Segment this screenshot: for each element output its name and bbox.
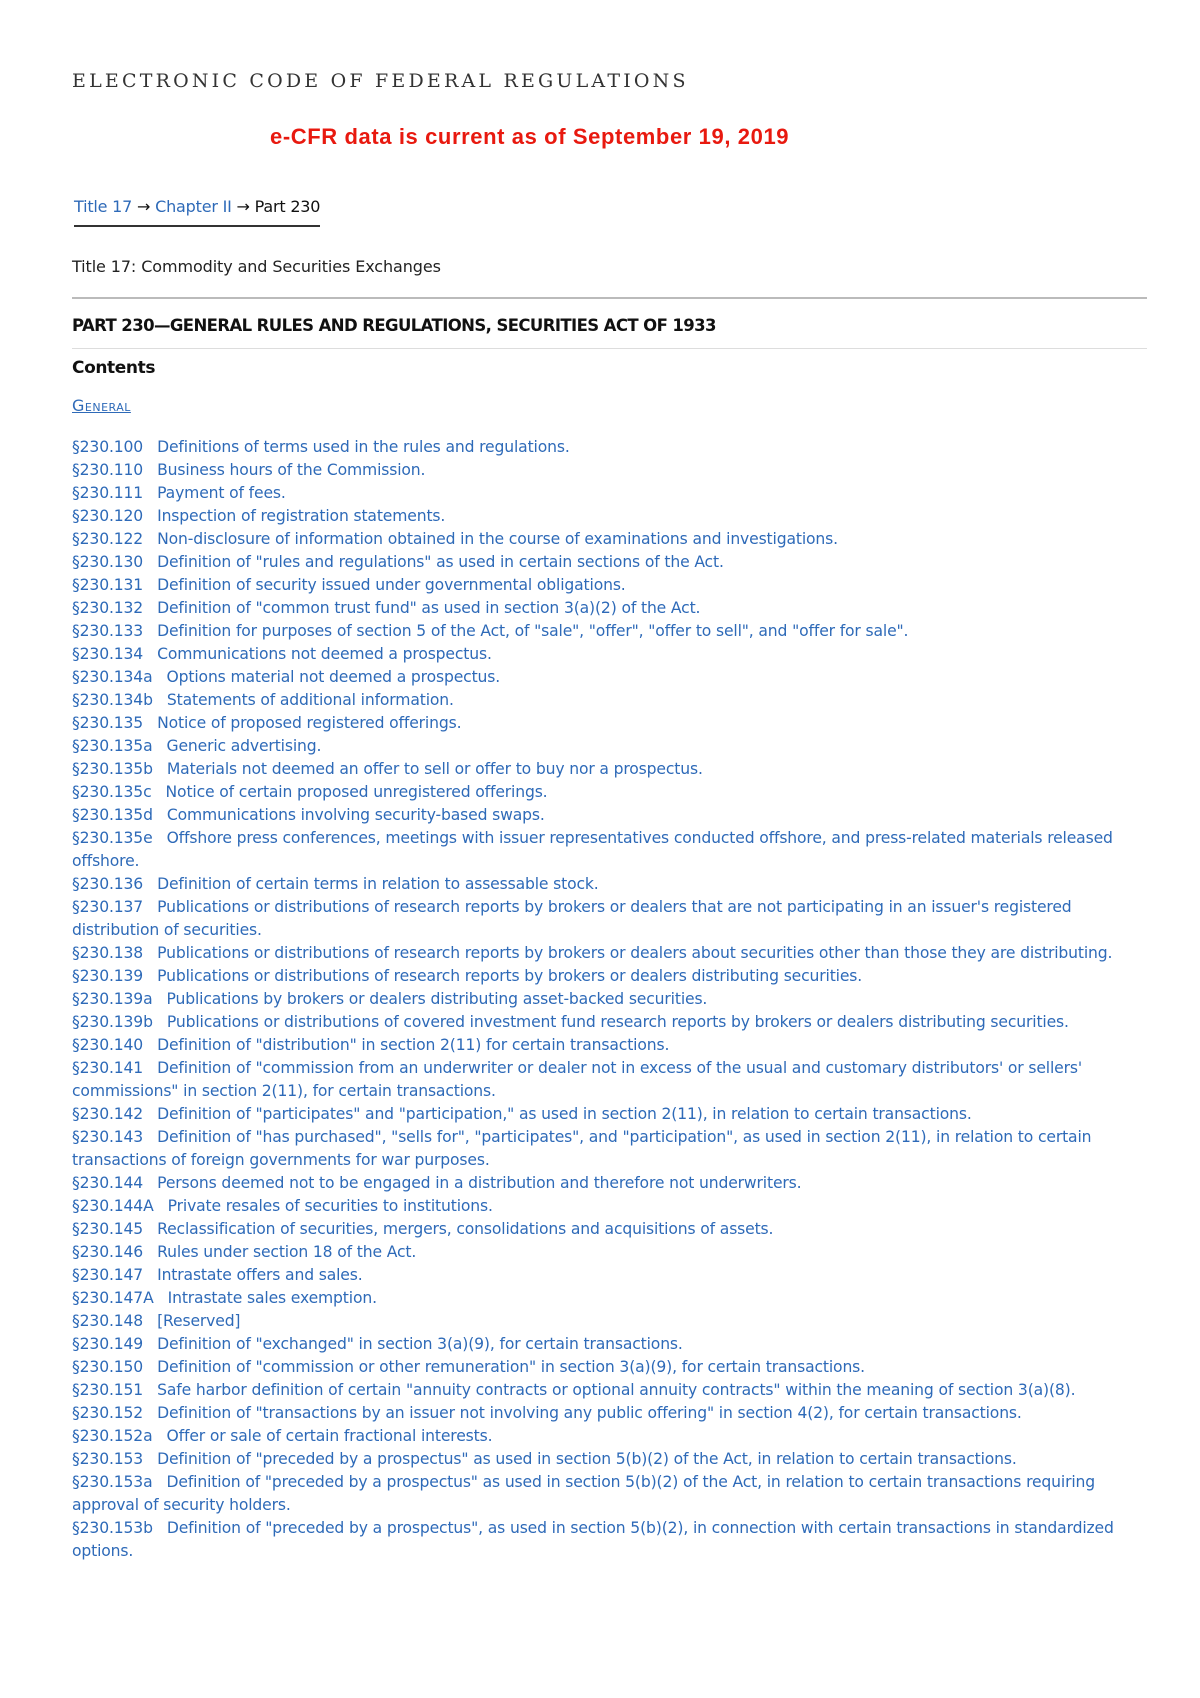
toc-item [72, 965, 1147, 988]
section-number: §230.139b [72, 1013, 153, 1031]
section-number: §230.134 [72, 645, 144, 663]
section-number: §230.111 [72, 484, 144, 502]
toc-section-link[interactable] [72, 1289, 377, 1307]
section-number: §230.134a [72, 668, 153, 686]
toc-section-link[interactable] [72, 576, 626, 594]
section-number: §230.110 [72, 461, 144, 479]
toc-item [72, 1425, 1147, 1448]
toc-item [72, 1356, 1147, 1379]
section-number: §230.135b [72, 760, 153, 778]
section-title: Definition of "commission or other remuneration" in section 3(a)(9), for certain transactions. [157, 1358, 865, 1376]
toc-section-link[interactable] [72, 1519, 1114, 1560]
section-number: §230.139a [72, 990, 153, 1008]
section-number: §230.132 [72, 599, 144, 617]
section-number: §230.135c [72, 783, 152, 801]
title-line: Title 17: Commodity and Securities Exchanges [72, 257, 441, 276]
section-number: §230.136 [72, 875, 144, 893]
section-title: Publications or distributions of research reports by brokers or dealers that are not participating in an issuer's registered distribution of securities. [72, 898, 1072, 939]
toc-section-link[interactable] [72, 1174, 801, 1192]
section-title: Definition of "common trust fund" as used in section 3(a)(2) of the Act. [157, 599, 701, 617]
toc-section-link[interactable] [72, 1128, 1091, 1169]
section-title: Definition of "preceded by a prospectus" as used in section 5(b)(2) of the Act, in relation to certain transactions requiring approval of security holders. [72, 1473, 1096, 1514]
section-title: Materials not deemed an offer to sell or offer to buy nor a prospectus. [166, 760, 703, 778]
section-title: Definition of certain terms in relation to assessable stock. [157, 875, 599, 893]
section-number: §230.153 [72, 1450, 144, 1468]
section-title: Definition of "has purchased", "sells for", "participates", and "participation", as used in section 2(11), in relation to certain transactions of foreign governments for war purposes. [72, 1128, 1092, 1169]
section-title: Options material not deemed a prospectus. [166, 668, 501, 686]
toc-item [72, 1310, 1147, 1333]
toc-item [72, 1333, 1147, 1356]
toc-section-link[interactable] [72, 1243, 416, 1261]
toc-item [72, 666, 1147, 689]
section-number: §230.141 [72, 1059, 144, 1077]
section-title: Intrastate offers and sales. [157, 1266, 363, 1284]
section-title: Publications by brokers or dealers distributing asset-backed securities. [166, 990, 708, 1008]
section-title: Definition of "participates" and "participation," as used in section 2(11), in relation to certain transactions. [157, 1105, 972, 1123]
toc-section-link[interactable] [72, 507, 445, 525]
toc-item [72, 896, 1147, 942]
section-title: Definitions of terms used in the rules and regulations. [157, 438, 570, 456]
section-number: §230.134b [72, 691, 153, 709]
toc-item [72, 528, 1147, 551]
toc-item [72, 1402, 1147, 1425]
section-number: §230.100 [72, 438, 144, 456]
section-number: §230.120 [72, 507, 144, 525]
toc-section-link[interactable] [72, 829, 1113, 870]
section-title: Notice of proposed registered offerings. [157, 714, 462, 732]
toc-item [72, 1241, 1147, 1264]
toc-item [72, 436, 1147, 459]
section-title: Generic advertising. [166, 737, 322, 755]
toc-section-link[interactable] [72, 691, 454, 709]
toc-section-link[interactable] [72, 760, 703, 778]
section-title: Communications not deemed a prospectus. [157, 645, 492, 663]
section-title: Statements of additional information. [166, 691, 454, 709]
section-title: Definition for purposes of section 5 of the Act, of "sale", "offer", "offer to sell", and "offer for sale". [157, 622, 909, 640]
divider [72, 297, 1147, 299]
section-title: Definition of "commission from an underwriter or dealer not in excess of the usual and customary distributors' or sellers' commissions" in section 2(11), for certain transactions. [72, 1059, 1082, 1100]
toc-section-link[interactable] [72, 1404, 1022, 1422]
section-title: Offshore press conferences, meetings with issuer representatives conducted offshore, and press-related materials released offshore. [72, 829, 1113, 870]
subpart-general-link[interactable]: General [72, 396, 131, 415]
table-of-contents [72, 436, 1147, 1563]
breadcrumb-separator: → [236, 197, 250, 216]
section-number: §230.152a [72, 1427, 153, 1445]
toc-item [72, 505, 1147, 528]
section-number: §230.137 [72, 898, 144, 916]
toc-section-link[interactable] [72, 1450, 1017, 1468]
section-title: Notice of certain proposed unregistered offerings. [165, 783, 548, 801]
breadcrumb-separator: → [137, 197, 151, 216]
section-number: §230.135d [72, 806, 153, 824]
toc-item [72, 551, 1147, 574]
section-number: §230.147A [72, 1289, 154, 1307]
section-title: Non-disclosure of information obtained in the course of examinations and investigations. [157, 530, 838, 548]
toc-section-link[interactable] [72, 806, 545, 824]
toc-item [72, 1172, 1147, 1195]
toc-section-link[interactable] [72, 484, 286, 502]
section-number: §230.122 [72, 530, 144, 548]
toc-section-link[interactable] [72, 1220, 773, 1238]
section-number: §230.149 [72, 1335, 144, 1353]
toc-item [72, 689, 1147, 712]
currency-notice: e-CFR data is current as of September 19, 2019 [270, 124, 790, 149]
section-number: §230.146 [72, 1243, 144, 1261]
toc-section-link[interactable] [72, 1036, 669, 1054]
section-number: §230.147 [72, 1266, 144, 1284]
toc-item [72, 758, 1147, 781]
toc-section-link[interactable] [72, 1197, 493, 1215]
toc-item [72, 1517, 1147, 1563]
section-title: Publications or distributions of research reports by brokers or dealers about securities other than those they are distributing. [157, 944, 1113, 962]
section-number: §230.153b [72, 1519, 153, 1537]
section-title: Publications or distributions of research reports by brokers or dealers distributing securities. [157, 967, 863, 985]
section-number: §230.144 [72, 1174, 144, 1192]
toc-section-link[interactable] [72, 967, 862, 985]
toc-item [72, 712, 1147, 735]
toc-item [72, 482, 1147, 505]
toc-item [72, 1011, 1147, 1034]
toc-section-link[interactable] [72, 990, 707, 1008]
section-title: Definition of "exchanged" in section 3(a)(9), for certain transactions. [157, 1335, 683, 1353]
section-number: §230.143 [72, 1128, 144, 1146]
toc-item [72, 620, 1147, 643]
section-number: §230.138 [72, 944, 144, 962]
toc-section-link[interactable] [72, 1473, 1095, 1514]
section-title: Definition of "preceded by a prospectus", as used in section 5(b)(2), in connection with certain transactions in standardized options. [72, 1519, 1114, 1560]
section-title: Intrastate sales exemption. [167, 1289, 377, 1307]
section-title: Definition of security issued under governmental obligations. [157, 576, 626, 594]
toc-item [72, 1287, 1147, 1310]
breadcrumb-chapter-link[interactable]: Chapter II [155, 197, 232, 216]
section-number: §230.130 [72, 553, 144, 571]
section-number: §230.144A [72, 1197, 154, 1215]
section-number: §230.142 [72, 1105, 144, 1123]
breadcrumb [74, 197, 320, 227]
toc-item [72, 1264, 1147, 1287]
toc-section-link[interactable] [72, 898, 1072, 939]
toc-item [72, 781, 1147, 804]
section-number: §230.131 [72, 576, 144, 594]
toc-item [72, 459, 1147, 482]
section-title: Reclassification of securities, mergers, consolidations and acquisitions of assets. [157, 1220, 774, 1238]
section-title: Inspection of registration statements. [157, 507, 446, 525]
toc-section-link[interactable] [72, 783, 547, 801]
section-number: §230.135 [72, 714, 144, 732]
section-number: §230.139 [72, 967, 144, 985]
section-number: §230.148 [72, 1312, 144, 1330]
toc-section-link[interactable] [72, 944, 1112, 962]
section-number: §230.145 [72, 1220, 144, 1238]
section-number: §230.153a [72, 1473, 153, 1491]
section-title: Offer or sale of certain fractional interests. [166, 1427, 493, 1445]
section-title: Business hours of the Commission. [157, 461, 426, 479]
toc-section-link[interactable] [72, 737, 321, 755]
toc-section-link[interactable] [72, 622, 908, 640]
section-number: §230.140 [72, 1036, 144, 1054]
divider [72, 348, 1147, 349]
toc-section-link[interactable] [72, 1266, 363, 1284]
section-title: Payment of fees. [157, 484, 286, 502]
section-title: Definition of "preceded by a prospectus" as used in section 5(b)(2) of the Act, in relation to certain transactions. [157, 1450, 1017, 1468]
site-title: ELECTRONIC CODE OF FEDERAL REGULATIONS [72, 70, 689, 92]
toc-item [72, 1034, 1147, 1057]
toc-section-link[interactable] [72, 1335, 683, 1353]
toc-section-link[interactable] [72, 714, 461, 732]
toc-section-link[interactable] [72, 553, 724, 571]
toc-section-link[interactable] [72, 1013, 1069, 1031]
section-number: §230.152 [72, 1404, 144, 1422]
section-title: Publications or distributions of covered investment fund research reports by brokers or dealers distributing securities. [166, 1013, 1069, 1031]
section-title: Private resales of securities to institutions. [167, 1197, 493, 1215]
toc-item [72, 988, 1147, 1011]
toc-item [72, 597, 1147, 620]
toc-section-link[interactable] [72, 668, 500, 686]
toc-item [72, 574, 1147, 597]
toc-item [72, 1379, 1147, 1402]
toc-section-link[interactable] [72, 1105, 972, 1123]
toc-section-link[interactable] [72, 1427, 492, 1445]
toc-section-link[interactable] [72, 438, 570, 456]
section-title: Definition of "rules and regulations" as used in certain sections of the Act. [157, 553, 724, 571]
section-title: Rules under section 18 of the Act. [157, 1243, 417, 1261]
toc-item [72, 1126, 1147, 1172]
toc-section-link[interactable] [72, 1358, 865, 1376]
section-title: [Reserved] [157, 1312, 241, 1330]
toc-item [72, 873, 1147, 896]
toc-section-link[interactable] [72, 599, 700, 617]
toc-item [72, 1471, 1147, 1517]
breadcrumb-title-link[interactable]: Title 17 [74, 197, 133, 216]
toc-section-link[interactable] [72, 1381, 1075, 1399]
breadcrumb-current: Part 230 [254, 197, 321, 216]
section-title: Definition of "transactions by an issuer not involving any public offering" in section 4(2), for certain transactions. [157, 1404, 1022, 1422]
toc-item [72, 804, 1147, 827]
section-title: Persons deemed not to be engaged in a distribution and therefore not underwriters. [157, 1174, 802, 1192]
section-number: §230.150 [72, 1358, 144, 1376]
toc-section-link[interactable] [72, 875, 599, 893]
section-title: Definition of "distribution" in section 2(11) for certain transactions. [157, 1036, 670, 1054]
section-number: §230.135e [72, 829, 153, 847]
section-title: Communications involving security-based swaps. [166, 806, 545, 824]
section-number: §230.133 [72, 622, 144, 640]
toc-item [72, 1195, 1147, 1218]
toc-section-link[interactable] [72, 461, 425, 479]
toc-item [72, 827, 1147, 873]
toc-item [72, 942, 1147, 965]
toc-section-link[interactable] [72, 645, 492, 663]
toc-item [72, 643, 1147, 666]
toc-item [72, 1448, 1147, 1471]
section-number: §230.151 [72, 1381, 144, 1399]
toc-item [72, 1057, 1147, 1103]
toc-section-link[interactable] [72, 530, 838, 548]
toc-section-link[interactable] [72, 1312, 240, 1330]
contents-label: Contents [72, 358, 156, 378]
section-number: §230.135a [72, 737, 153, 755]
section-title: Safe harbor definition of certain "annuity contracts or optional annuity contracts" within the meaning of section 3(a)(8). [157, 1381, 1076, 1399]
part-heading: PART 230—GENERAL RULES AND REGULATIONS, SECURITIES ACT OF 1933 [72, 316, 716, 335]
toc-item [72, 1103, 1147, 1126]
toc-item [72, 1218, 1147, 1241]
toc-section-link[interactable] [72, 1059, 1082, 1100]
toc-item [72, 735, 1147, 758]
